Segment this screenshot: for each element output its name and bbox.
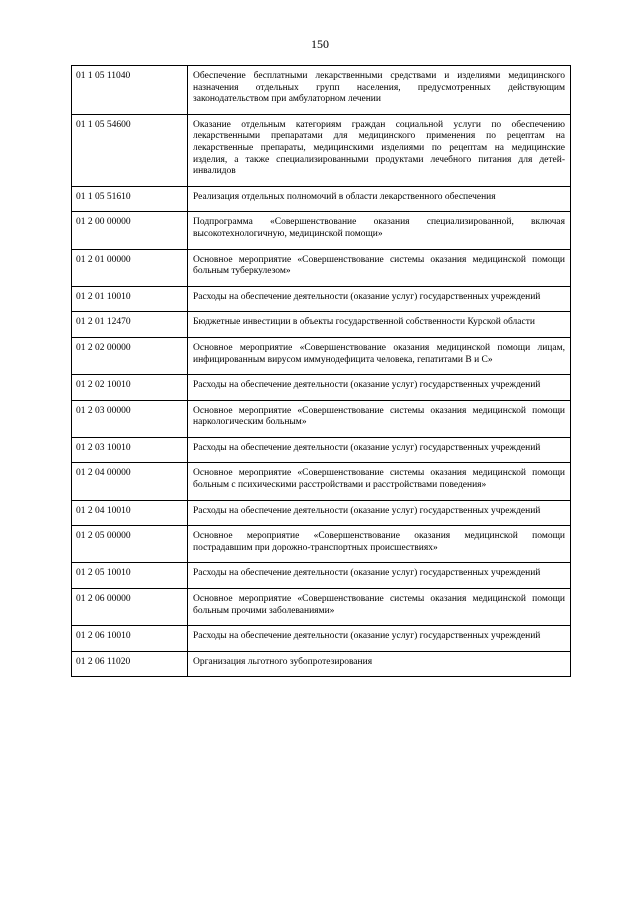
- table-row: [72, 312, 571, 338]
- code-cell: 01 2 05 10010: [72, 563, 188, 589]
- code-cell: 01 2 06 11020: [72, 651, 188, 677]
- table-row: [72, 337, 571, 374]
- table-row: [72, 563, 571, 589]
- code-cell: 01 2 06 00000: [72, 589, 188, 626]
- name-cell: Основное мероприятие «Совершенствование оказания медицинской помощи лицам, инфицированным вирусом иммунодефицита человека, гепатитами В и С»: [188, 337, 571, 374]
- code-cell: 01 2 03 00000: [72, 400, 188, 437]
- table-row: [72, 437, 571, 463]
- code-cell: 01 1 05 51610: [72, 186, 188, 212]
- name-cell: Основное мероприятие «Совершенствование системы оказания медицинской помощи больным с психическими расстройствами и расстройствами поведения»: [188, 463, 571, 500]
- table-row: [72, 114, 571, 186]
- table-row: [72, 651, 571, 677]
- code-cell: 01 2 00 00000: [72, 212, 188, 249]
- table-row: [72, 212, 571, 249]
- code-cell: 01 1 05 54600: [72, 114, 188, 186]
- name-cell: Обеспечение бесплатными лекарственными средствами и изделиями медицинского назначения отдельных групп населения, предусмотренных действующим законодательством при амбулаторном лечении: [188, 66, 571, 115]
- table-row: [72, 186, 571, 212]
- table-row: [72, 463, 571, 500]
- name-cell: Расходы на обеспечение деятельности (оказание услуг) государственных учреждений: [188, 286, 571, 312]
- table-row: [72, 66, 571, 115]
- name-cell: Основное мероприятие «Совершенствование системы оказания медицинской помощи больным туберкулезом»: [188, 249, 571, 286]
- page-number: 150: [311, 37, 329, 51]
- name-cell: Расходы на обеспечение деятельности (оказание услуг) государственных учреждений: [188, 626, 571, 652]
- code-cell: 01 2 05 00000: [72, 526, 188, 563]
- name-cell: Расходы на обеспечение деятельности (оказание услуг) государственных учреждений: [188, 563, 571, 589]
- code-cell: 01 1 05 11040: [72, 66, 188, 115]
- code-cell: 01 2 04 00000: [72, 463, 188, 500]
- table-row: [72, 626, 571, 652]
- code-cell: 01 2 01 00000: [72, 249, 188, 286]
- table-body: [72, 66, 571, 677]
- code-cell: 01 2 04 10010: [72, 500, 188, 526]
- table-row: [72, 526, 571, 563]
- name-cell: Основное мероприятие «Совершенствование системы оказания медицинской помощи наркологическим больным»: [188, 400, 571, 437]
- name-cell: Организация льготного зубопротезирования: [188, 651, 571, 677]
- table-row: [72, 589, 571, 626]
- table-row: [72, 249, 571, 286]
- code-cell: 01 2 01 10010: [72, 286, 188, 312]
- code-cell: 01 2 02 00000: [72, 337, 188, 374]
- table-row: [72, 400, 571, 437]
- name-cell: Основное мероприятие «Совершенствование системы оказания медицинской помощи больным прочими заболеваниями»: [188, 589, 571, 626]
- table-row: [72, 286, 571, 312]
- name-cell: Расходы на обеспечение деятельности (оказание услуг) государственных учреждений: [188, 375, 571, 401]
- code-cell: 01 2 03 10010: [72, 437, 188, 463]
- code-cell: 01 2 02 10010: [72, 375, 188, 401]
- name-cell: Бюджетные инвестиции в объекты государственной собственности Курской области: [188, 312, 571, 338]
- name-cell: Реализация отдельных полномочий в области лекарственного обеспечения: [188, 186, 571, 212]
- name-cell: Подпрограмма «Совершенствование оказания специализированной, включая высокотехнологичную, медицинской помощи»: [188, 212, 571, 249]
- table-row: [72, 500, 571, 526]
- name-cell: Расходы на обеспечение деятельности (оказание услуг) государственных учреждений: [188, 500, 571, 526]
- code-cell: 01 2 06 10010: [72, 626, 188, 652]
- name-cell: Оказание отдельным категориям граждан социальной услуги по обеспечению лекарственными препаратами для медицинского применения по рецептам на лекарственные препараты, медицинскими изделиями по рецептам на медицинские изделия, а также специализированными продуктами лечебного питания для детей-инвалидов: [188, 114, 571, 186]
- name-cell: Расходы на обеспечение деятельности (оказание услуг) государственных учреждений: [188, 437, 571, 463]
- table-row: [72, 375, 571, 401]
- budget-classification-table: [71, 65, 571, 677]
- code-cell: 01 2 01 12470: [72, 312, 188, 338]
- name-cell: Основное мероприятие «Совершенствование оказания медицинской помощи пострадавшим при дорожно-транспортных происшествиях»: [188, 526, 571, 563]
